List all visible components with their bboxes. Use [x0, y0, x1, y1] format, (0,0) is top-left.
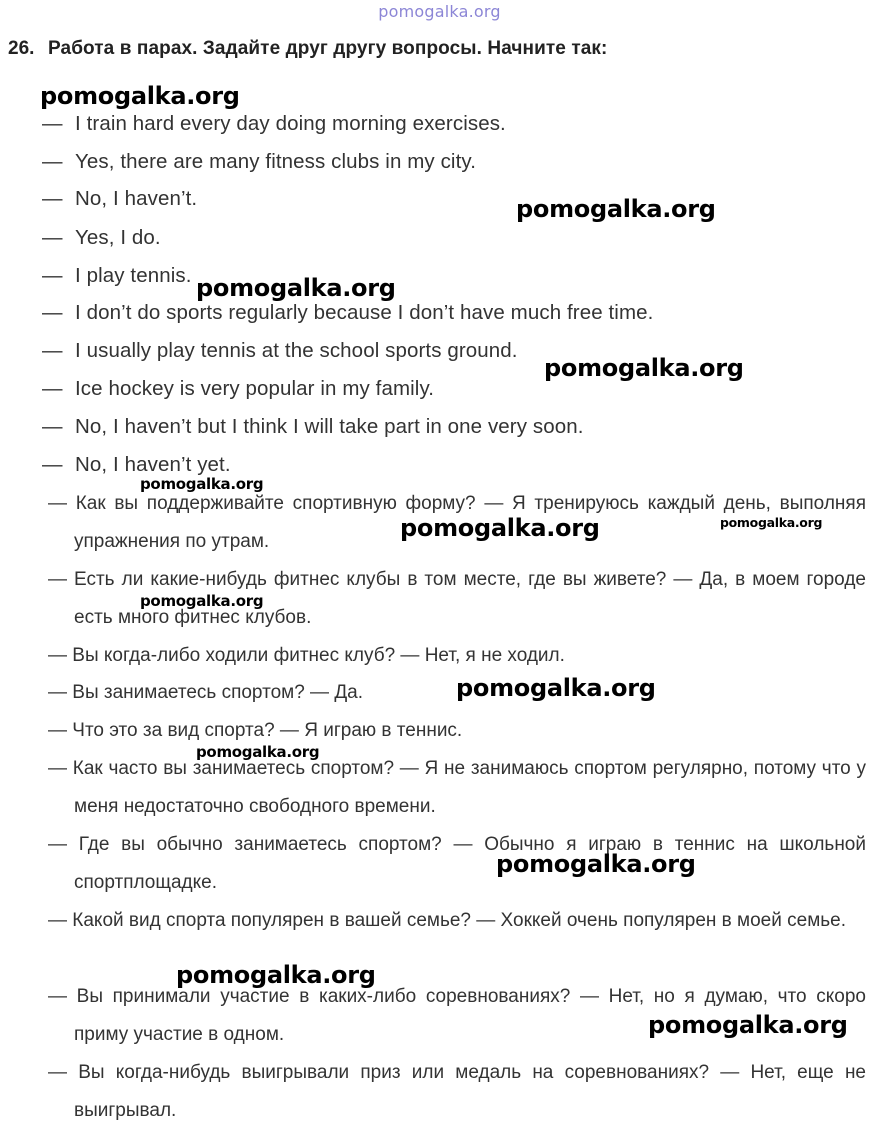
- answer-line: — I usually play tennis at the school sports ground.: [42, 339, 518, 362]
- watermark-text: pomogalka.org: [176, 961, 376, 989]
- answer-line: — No, I haven’t yet.: [42, 453, 231, 476]
- answer-line: — Yes, there are many fitness clubs in my city.: [42, 150, 476, 173]
- answer-line: — Yes, I do.: [42, 226, 161, 249]
- dialogue-item: — Вы занимаетесь спортом? — Да.: [48, 682, 364, 703]
- watermark-text: pomogalka.org: [196, 743, 320, 761]
- answer-line: — I train hard every day doing morning exercises.: [42, 112, 506, 135]
- dialogue-item: — Вы когда-нибудь выигрывали приз или медаль на соревнованиях? — Нет, еще не выигрывал.: [48, 1062, 866, 1121]
- dialogue-item: — Где вы обычно занимаетесь спортом? — Обычно я играю в теннис на школьной спортплощадке.: [48, 834, 866, 893]
- answer-line: — No, I haven’t but I think I will take part in one very soon.: [42, 415, 584, 438]
- dialogue-item: — Какой вид спорта популярен в вашей семье? — Хоккей очень популярен в моей семье.: [48, 910, 847, 931]
- task-title: Работа в парах. Задайте друг другу вопросы. Начните так:: [48, 38, 608, 59]
- watermark-text: pomogalka.org: [720, 515, 823, 530]
- watermark-text: pomogalka.org: [40, 82, 240, 110]
- task-number: 26.: [8, 38, 35, 59]
- watermark-text: pomogalka.org: [400, 514, 600, 542]
- watermark-text: pomogalka.org: [544, 354, 744, 382]
- watermark-text: pomogalka.org: [140, 475, 264, 493]
- watermark-text: pomogalka.org: [140, 592, 264, 610]
- watermark-text: pomogalka.org: [496, 850, 696, 878]
- answer-line: — No, I haven’t.: [42, 187, 198, 210]
- watermark-text: pomogalka.org: [648, 1011, 848, 1039]
- watermark-text: pomogalka.org: [456, 674, 656, 702]
- dialogue-item: — Есть ли какие-нибудь фитнес клубы в том месте, где вы живете? — Да, в моем городе есть много фитнес клубов.: [48, 569, 866, 628]
- dialogue-item: — Как вы поддерживайте спортивную форму? — Я тренируюсь каждый день, выполняя упражнения по утрам.: [48, 493, 866, 552]
- watermark-text: pomogalka.org: [516, 195, 716, 223]
- answer-line: — Ice hockey is very popular in my family.: [42, 377, 435, 400]
- dialogue-item: — Что это за вид спорта? — Я играю в теннис.: [48, 720, 463, 741]
- dialogue-item: — Как часто вы занимаетесь спортом? — Я не занимаюсь спортом регулярно, потому что у меня недостаточно свободного времени.: [48, 758, 866, 817]
- watermark-text: pomogalka.org: [196, 274, 396, 302]
- top-watermark: pomogalka.org: [378, 2, 501, 21]
- dialogue-item: — Вы когда-либо ходили фитнес клуб? — Нет, я не ходил.: [48, 645, 565, 666]
- answer-line: — I don’t do sports regularly because I don’t have much free time.: [42, 301, 654, 324]
- dialogue-item: — Вы принимали участие в каких-либо соревнованиях? — Нет, но я думаю, что скоро приму участие в одном.: [48, 986, 866, 1045]
- answer-line: — I play tennis.: [42, 264, 192, 287]
